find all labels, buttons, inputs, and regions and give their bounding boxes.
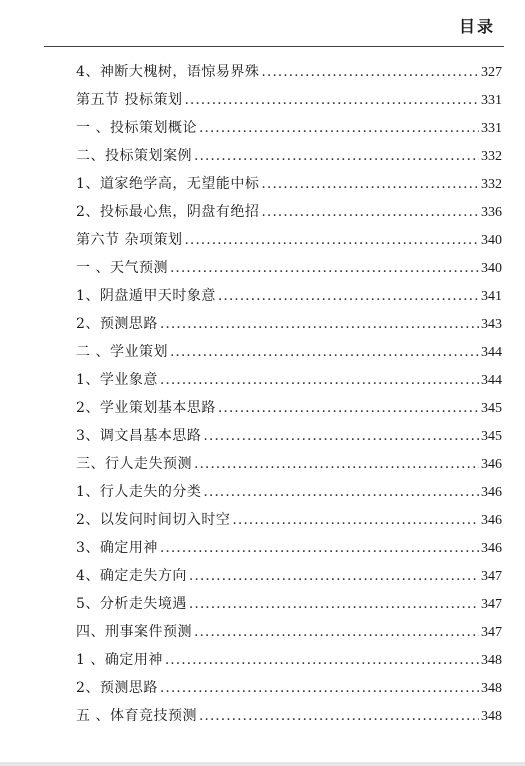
toc-entry[interactable] [76,506,502,534]
toc-entry[interactable] [76,366,502,394]
toc-entry-title: 3、确定用神 [76,540,158,556]
toc-entry[interactable] [76,702,502,730]
toc-entry[interactable] [76,422,502,450]
toc-entry[interactable] [76,646,502,674]
dot-leader [194,450,479,478]
toc-entry[interactable] [76,310,502,338]
toc-entry[interactable] [76,450,502,478]
dot-leader [199,702,479,730]
toc-entry-title: 一 、投标策划概论 [76,120,197,136]
toc-entry-title: 2、预测思路 [76,316,158,332]
toc-page-number: 345 [481,401,502,416]
toc-page-number: 343 [481,317,502,332]
toc-entry-title: 1、学业象意 [76,372,158,388]
dot-leader [218,394,479,422]
dot-leader [194,142,479,170]
toc-entry-title: 五 、体育竞技预测 [76,708,197,724]
toc-page-number: 348 [481,681,502,696]
toc-entry[interactable] [76,226,502,254]
toc-entry-title: 1、道家绝学高，无望能中标 [76,176,260,192]
toc-page-number: 332 [481,149,502,164]
toc-entry-title: 1、行人走失的分类 [76,484,202,500]
dot-leader [261,198,479,226]
dot-leader [160,366,479,394]
toc-entry[interactable] [76,394,502,422]
toc-page-number: 340 [481,233,502,248]
toc-entry-title: 3、调文昌基本思路 [76,428,202,444]
dot-leader [184,226,479,254]
toc-entry-title: 第六节 杂项策划 [76,232,183,248]
toc-page-number: 346 [481,513,502,528]
dot-leader [189,590,479,618]
toc-page-number: 340 [481,261,502,276]
toc-entry[interactable] [76,534,502,562]
page-bottom-edge [0,762,525,766]
toc-entry[interactable] [76,562,502,590]
toc-entry[interactable] [76,590,502,618]
dot-leader [160,674,479,702]
table-of-contents [76,58,502,730]
toc-entry-title: 三、行人走失预测 [76,456,192,472]
toc-entry[interactable] [76,618,502,646]
toc-page-number: 347 [481,597,502,612]
toc-entry-title: 1 、确定用神 [76,652,163,668]
page-header-title: 目录 [458,17,495,36]
dot-leader [184,86,479,114]
toc-entry-title: 5、分析走失境遇 [76,596,187,612]
toc-page-number: 341 [481,289,502,304]
toc-page-number: 331 [481,93,502,108]
toc-page-number: 331 [481,121,502,136]
toc-entry[interactable] [76,674,502,702]
toc-page-number: 345 [481,429,502,444]
toc-entry-title: 1、阴盘遁甲天时象意 [76,288,216,304]
dot-leader [261,170,479,198]
toc-entry[interactable] [76,170,502,198]
toc-entry[interactable] [76,114,502,142]
dot-leader [165,646,479,674]
toc-entry-title: 二、投标策划案例 [76,148,192,164]
toc-entry-title: 4、神断大槐树，语惊易界殊 [76,64,260,80]
toc-entry-title: 第五节 投标策划 [76,92,183,108]
toc-entry-title: 2、学业策划基本思路 [76,400,216,416]
toc-page-number: 344 [481,373,502,388]
toc-entry-title: 四、刑事案件预测 [76,624,192,640]
dot-leader [189,562,479,590]
dot-leader [160,534,479,562]
toc-entry-title: 2、投标最心焦，阴盘有绝招 [76,204,260,220]
toc-entry[interactable] [76,282,502,310]
header-divider [44,46,504,47]
dot-leader [203,422,479,450]
toc-entry-title: 2、以发问时间切入时空 [76,512,231,528]
toc-entry-title: 2、预测思路 [76,680,158,696]
dot-leader [170,338,479,366]
toc-page-number: 347 [481,625,502,640]
toc-entry[interactable] [76,254,502,282]
toc-page-number: 346 [481,457,502,472]
toc-page-number: 332 [481,177,502,192]
toc-page-number: 346 [481,541,502,556]
dot-leader [232,506,479,534]
toc-entry[interactable] [76,338,502,366]
dot-leader [199,114,479,142]
toc-page-number: 348 [481,709,502,724]
dot-leader [170,254,479,282]
toc-page-number: 344 [481,345,502,360]
toc-entry[interactable] [76,58,502,86]
toc-page-number: 327 [481,65,502,80]
dot-leader [194,618,479,646]
toc-entry[interactable] [76,198,502,226]
toc-entry-title: 4、确定走失方向 [76,568,187,584]
toc-entry[interactable] [76,142,502,170]
dot-leader [203,478,479,506]
toc-page-number: 346 [481,485,502,500]
toc-page-number: 336 [481,205,502,220]
toc-entry[interactable] [76,86,502,114]
dot-leader [261,58,479,86]
toc-page-number: 347 [481,569,502,584]
dot-leader [160,310,479,338]
toc-page-number: 348 [481,653,502,668]
toc-entry-title: 一 、天气预测 [76,260,168,276]
toc-entry-title: 二 、学业策划 [76,344,168,360]
dot-leader [218,282,479,310]
toc-entry[interactable] [76,478,502,506]
